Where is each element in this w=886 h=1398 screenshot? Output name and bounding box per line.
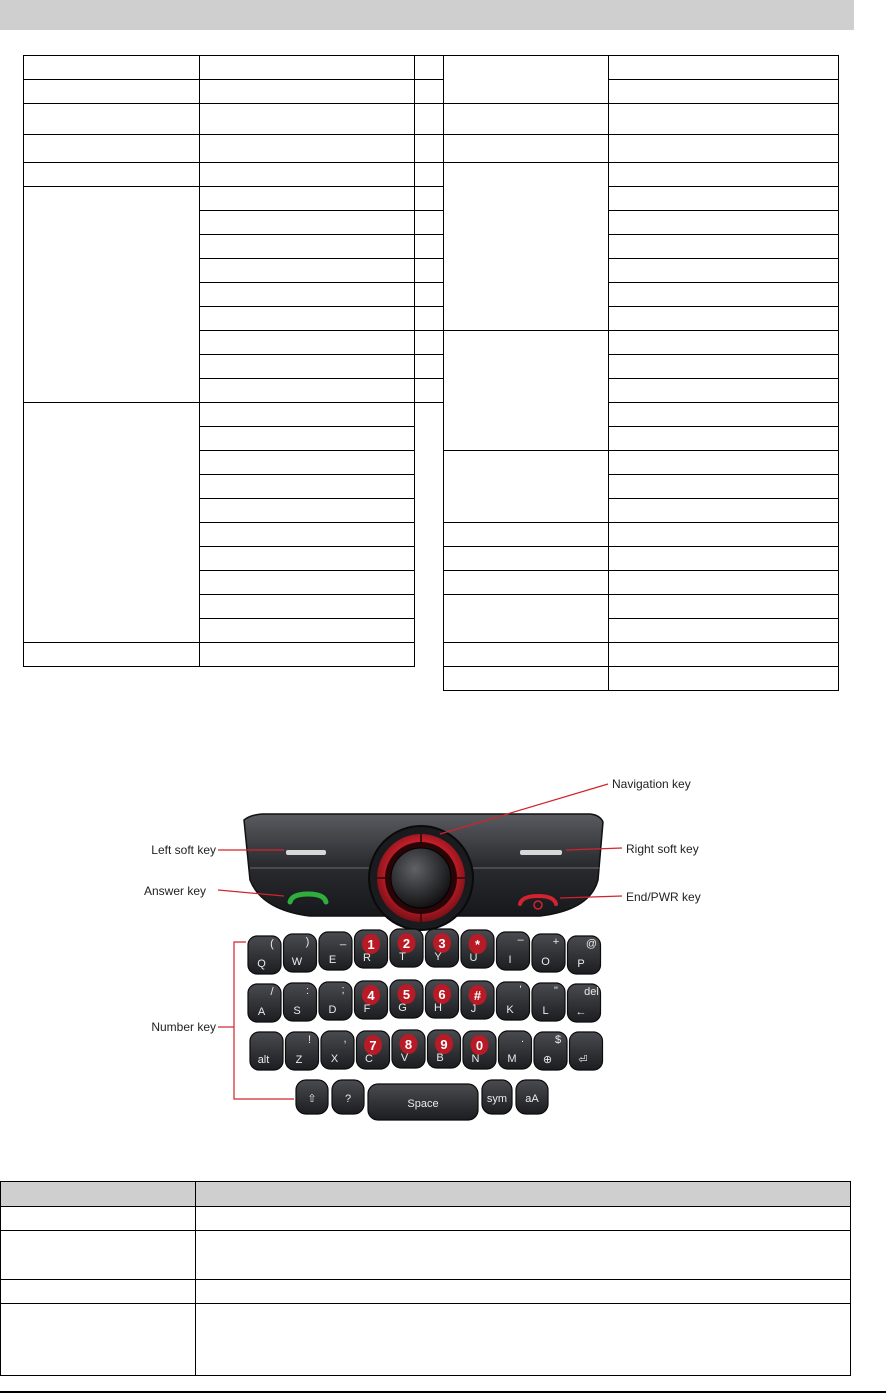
- table-cell: [415, 523, 444, 547]
- key-letter-label: M: [507, 1053, 517, 1065]
- keypad-key[interactable]: [357, 1031, 390, 1069]
- table-cell: [609, 475, 839, 499]
- table-cell: [609, 547, 839, 571]
- key-symbol-label: _: [339, 934, 347, 946]
- table-cell: [196, 1207, 851, 1231]
- keypad-key[interactable]: [390, 980, 423, 1018]
- key-number-label: 6: [438, 987, 446, 1002]
- table-cell: [415, 135, 444, 163]
- key-letter-label: X: [330, 1053, 339, 1065]
- number-key-label: Number key: [151, 1020, 216, 1034]
- table-cell: [1, 1207, 196, 1231]
- key-letter-label: alt: [257, 1054, 270, 1066]
- key-letter-label: Z: [295, 1054, 303, 1066]
- key-number-label: 1: [367, 937, 375, 952]
- table-cell: [444, 56, 609, 104]
- table-cell: [196, 1304, 851, 1376]
- table-cell: [200, 451, 415, 475]
- key-symbol-label: !: [307, 1034, 312, 1046]
- table-cell: [609, 135, 839, 163]
- table-cell: [200, 135, 415, 163]
- keypad-key[interactable]: [570, 1032, 603, 1070]
- keypad-key[interactable]: [392, 1030, 425, 1068]
- key-number-label: 2: [402, 936, 411, 951]
- table-cell: [200, 379, 415, 403]
- table-cell: [200, 211, 415, 235]
- keypad-key[interactable]: [463, 1031, 496, 1069]
- key-number-label: 4: [367, 988, 375, 1003]
- keypad-key[interactable]: [461, 930, 494, 968]
- table-cell: [609, 619, 839, 643]
- key-symbol-label: ): [305, 936, 310, 948]
- table-cell: [200, 235, 415, 259]
- keypad-key[interactable]: [319, 982, 352, 1020]
- table-cell: [24, 403, 200, 643]
- key-letter-label: K: [506, 1004, 514, 1016]
- key-symbol-label: /: [270, 986, 274, 998]
- table-cell: [415, 571, 444, 595]
- table-cell: [24, 56, 200, 80]
- keypad-key[interactable]: [497, 932, 530, 970]
- key-letter-label: E: [328, 954, 337, 966]
- table-cell: [200, 104, 415, 135]
- table-cell: [196, 1280, 851, 1304]
- table-cell: [200, 331, 415, 355]
- table-cell: [415, 379, 444, 403]
- key-letter-label: B: [436, 1052, 444, 1064]
- keypad-key[interactable]: [568, 936, 601, 974]
- key-symbol-label: @: [585, 938, 598, 950]
- key-letter-label: F: [363, 1003, 371, 1015]
- table-cell: [200, 643, 415, 667]
- table-cell: [609, 235, 839, 259]
- keypad-shift-key[interactable]: [296, 1080, 328, 1114]
- table-cell: [200, 427, 415, 451]
- keypad-key[interactable]: [426, 929, 459, 967]
- table-cell: [24, 80, 200, 104]
- key-letter-label: P: [577, 958, 585, 970]
- table-cell: [415, 211, 444, 235]
- table-cell: [415, 547, 444, 571]
- table-cell: [444, 451, 609, 523]
- table-cell: [24, 187, 200, 403]
- key-symbol-label: ,: [343, 1033, 347, 1045]
- right-soft-key-label: Right soft key: [626, 842, 699, 856]
- table-cell: [415, 187, 444, 211]
- table-cell: [444, 135, 609, 163]
- table-cell: [609, 595, 839, 619]
- table-cell: [415, 307, 444, 331]
- keypad-key[interactable]: [355, 981, 388, 1019]
- table-cell: [609, 427, 839, 451]
- table-cell: [609, 283, 839, 307]
- key-number-label: 7: [369, 1038, 377, 1053]
- keypad-key[interactable]: [248, 936, 281, 974]
- table-cell: [444, 104, 609, 135]
- table-cell: [415, 104, 444, 135]
- key-letter-label: H: [434, 1002, 442, 1014]
- table-cell: [200, 163, 415, 187]
- table-cell: [200, 259, 415, 283]
- key-number-label: 5: [402, 987, 411, 1002]
- key-letter-label: V: [400, 1052, 409, 1064]
- key-label: aA: [525, 1093, 539, 1105]
- table-cell: [200, 595, 415, 619]
- key-letter-label: N: [471, 1053, 480, 1065]
- key-letter-label: ⊕: [542, 1054, 553, 1066]
- table-cell: [415, 403, 444, 427]
- spec-table-left: [23, 55, 444, 667]
- key-letter-label: G: [398, 1002, 407, 1014]
- table-cell: [200, 523, 415, 547]
- keypad-space-key[interactable]: [368, 1084, 478, 1120]
- key-letter-label: C: [365, 1053, 373, 1065]
- keypad-key[interactable]: [248, 984, 281, 1022]
- table-cell: [609, 499, 839, 523]
- table-cell: [415, 80, 444, 104]
- key-number-label: 9: [440, 1037, 448, 1052]
- footer-rule: [0, 1391, 886, 1393]
- table-cell: [200, 307, 415, 331]
- key-number-label: #: [473, 988, 482, 1003]
- table-cell: [609, 667, 839, 691]
- table-cell: [415, 475, 444, 499]
- end-pwr-key-label: End/PWR key: [626, 890, 701, 904]
- key-description-table: [0, 1181, 851, 1376]
- keypad-key[interactable]: [461, 981, 494, 1019]
- table-cell: [24, 643, 200, 667]
- keypad-key[interactable]: [426, 980, 459, 1018]
- table-cell: [415, 427, 444, 451]
- table-cell: [200, 283, 415, 307]
- table-cell: [444, 331, 609, 451]
- table-cell: [609, 104, 839, 135]
- key-symbol-label: ;: [341, 984, 345, 996]
- key-symbol-label: +: [552, 936, 560, 948]
- table-cell: [415, 499, 444, 523]
- keypad-key[interactable]: [534, 1032, 567, 1070]
- right-soft-key[interactable]: [520, 850, 562, 855]
- table-cell: [444, 547, 609, 571]
- key-label: ?: [344, 1093, 352, 1105]
- table-cell: [196, 1231, 851, 1280]
- key-number-label: *: [474, 937, 481, 952]
- table-cell: [444, 643, 609, 667]
- key-symbol-label: del: [584, 986, 599, 998]
- table-cell: [24, 135, 200, 163]
- table-cell: [200, 547, 415, 571]
- keypad-key[interactable]: [532, 934, 565, 972]
- table-cell: [200, 80, 415, 104]
- key-letter-label: W: [291, 956, 303, 968]
- table-cell: [200, 403, 415, 427]
- table-cell: [609, 379, 839, 403]
- table-header-cell: [1, 1182, 196, 1207]
- table-cell: [609, 80, 839, 104]
- keypad-key[interactable]: [355, 930, 388, 968]
- table-cell: [444, 667, 609, 691]
- table-cell: [1, 1231, 196, 1280]
- keypad-case-key[interactable]: [516, 1080, 548, 1114]
- table-cell: [609, 163, 839, 187]
- table-cell: [1, 1280, 196, 1304]
- table-cell: [609, 211, 839, 235]
- keypad-sym-key[interactable]: [482, 1080, 512, 1114]
- table-cell: [444, 571, 609, 595]
- table-cell: [415, 163, 444, 187]
- table-cell: [609, 331, 839, 355]
- table-cell: [609, 259, 839, 283]
- table-cell: [200, 571, 415, 595]
- keypad-key[interactable]: [250, 1032, 283, 1070]
- table-cell: [609, 451, 839, 475]
- keypad-key[interactable]: [497, 982, 530, 1020]
- key-letter-label: T: [399, 951, 406, 963]
- table-cell: [415, 595, 444, 619]
- table-header-cell: [196, 1182, 851, 1207]
- table-cell: [200, 499, 415, 523]
- keypad-question-key[interactable]: [332, 1080, 364, 1114]
- left-soft-key-label: Left soft key: [151, 843, 216, 857]
- table-cell: [609, 307, 839, 331]
- keypad-key[interactable]: [284, 983, 317, 1021]
- key-letter-label: I: [508, 954, 512, 966]
- table-cell: [609, 56, 839, 80]
- key-symbol-label: ': [519, 984, 522, 996]
- table-cell: [200, 475, 415, 499]
- key-symbol-label: .: [520, 1033, 525, 1045]
- key-symbol-label: $: [554, 1034, 562, 1046]
- key-letter-label: R: [363, 952, 371, 964]
- table-cell: [444, 595, 609, 643]
- table-cell: [609, 571, 839, 595]
- keypad-figure: [0, 730, 886, 1130]
- key-label: ⇧: [307, 1093, 317, 1105]
- navigation-key-label: Navigation key: [612, 777, 691, 791]
- key-label: sym: [486, 1093, 508, 1105]
- table-cell: [609, 643, 839, 667]
- table-cell: [415, 451, 444, 475]
- table-cell: [24, 163, 200, 187]
- keypad-key[interactable]: [428, 1030, 461, 1068]
- table-cell: [200, 619, 415, 643]
- key-letter-label: Q: [257, 958, 266, 970]
- key-label: Space: [407, 1098, 439, 1110]
- keypad-key[interactable]: [319, 932, 352, 970]
- key-letter-label: ←: [575, 1006, 587, 1018]
- answer-key-label: Answer key: [143, 884, 206, 898]
- key-symbol-label: (: [270, 938, 274, 950]
- left-soft-key[interactable]: [286, 850, 326, 855]
- table-cell: [24, 104, 200, 135]
- key-letter-label: D: [328, 1004, 337, 1016]
- key-symbol-label: ": [554, 985, 558, 997]
- table-cell: [609, 187, 839, 211]
- key-number-label: 8: [404, 1037, 413, 1052]
- keypad-key[interactable]: [390, 929, 423, 967]
- keypad-key[interactable]: [532, 983, 565, 1021]
- key-letter-label: U: [469, 952, 478, 964]
- table-cell: [415, 331, 444, 355]
- page-header-bar: [0, 0, 854, 30]
- table-cell: [415, 56, 444, 80]
- table-cell: [609, 403, 839, 427]
- keypad-key[interactable]: [284, 934, 317, 972]
- keypad-key[interactable]: [499, 1031, 532, 1069]
- table-cell: [609, 355, 839, 379]
- key-symbol-label: :: [305, 985, 310, 997]
- table-cell: [609, 523, 839, 547]
- key-number-label: 0: [475, 1038, 484, 1053]
- key-letter-label: O: [541, 956, 550, 968]
- keypad-key[interactable]: [568, 984, 601, 1022]
- key-symbol-label: –: [517, 934, 524, 946]
- keypad-key[interactable]: [286, 1032, 319, 1070]
- table-cell: [415, 643, 444, 667]
- navigation-key[interactable]: [369, 826, 473, 930]
- spec-table-right: [443, 55, 839, 691]
- table-cell: [200, 355, 415, 379]
- table-cell: [415, 235, 444, 259]
- table-cell: [444, 163, 609, 331]
- key-letter-label: L: [542, 1005, 549, 1017]
- key-letter-label: ⏎: [578, 1054, 588, 1066]
- table-cell: [415, 259, 444, 283]
- key-letter-label: J: [470, 1003, 477, 1015]
- keypad-illustration: [0, 730, 886, 1130]
- keypad-key[interactable]: [321, 1031, 354, 1069]
- key-letter-label: S: [293, 1005, 301, 1017]
- table-cell: [444, 523, 609, 547]
- table-cell: [200, 56, 415, 80]
- table-cell: [415, 619, 444, 643]
- table-cell: [200, 187, 415, 211]
- table-cell: [415, 283, 444, 307]
- key-number-label: 3: [438, 936, 446, 951]
- key-letter-label: Y: [434, 951, 442, 963]
- qwerty-keyboard: [248, 929, 603, 1120]
- table-cell: [1, 1304, 196, 1376]
- key-letter-label: A: [257, 1006, 266, 1018]
- table-cell: [415, 355, 444, 379]
